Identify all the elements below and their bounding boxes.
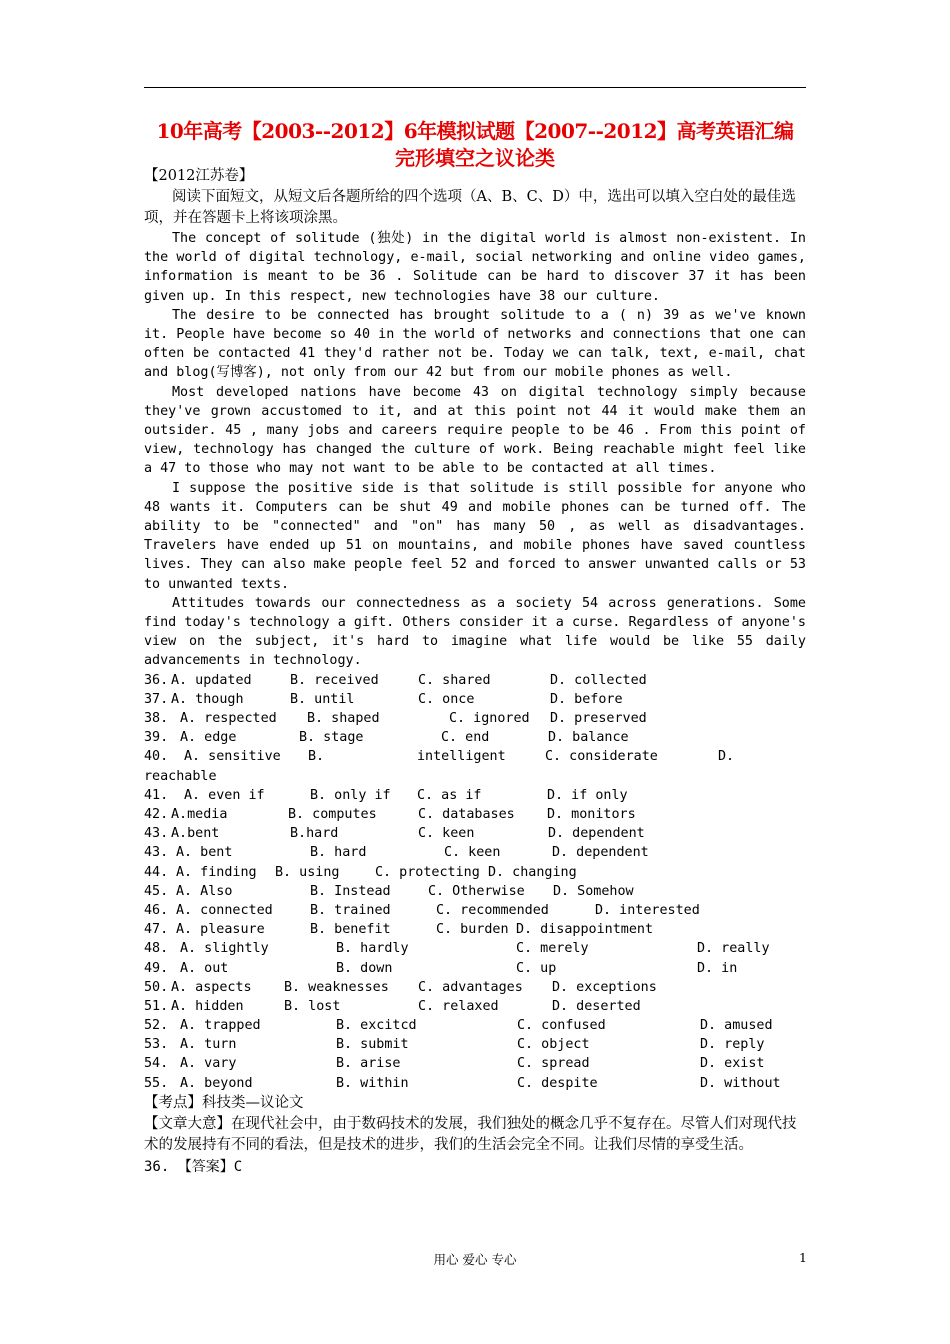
option-c: C. Otherwise	[428, 883, 525, 899]
option-d-text: reachable	[144, 768, 217, 784]
question-number: 41.	[144, 787, 169, 803]
option-row-45	[144, 882, 806, 901]
option-b: B. arise	[336, 1056, 401, 1072]
option-row-42	[144, 805, 806, 824]
option-b: B.	[308, 749, 325, 765]
option-b: B. excitcd	[336, 1018, 417, 1034]
option-a: A. pleasure	[176, 922, 265, 938]
option-d: D. monitors	[547, 807, 636, 822]
question-number: 36.	[144, 672, 169, 688]
document-body	[144, 166, 806, 1178]
option-c: C. keen	[418, 826, 475, 842]
question-number: 53.	[144, 1037, 169, 1053]
option-d: D. changing	[488, 864, 577, 880]
option-a: A. finding	[176, 864, 257, 880]
option-c: C. despite	[517, 1075, 598, 1091]
section-label: 【2012江苏卷】	[144, 168, 254, 184]
option-row-36	[144, 671, 806, 690]
question-number: 49.	[144, 960, 169, 976]
option-d: D. reply	[700, 1037, 765, 1053]
footer-text: 用心 爱心 专心	[433, 1252, 517, 1267]
instructions: 阅读下面短文，从短文后各题所给的四个选项（A、B、C、D）中，选出可以填入空白处的最佳选项，并在答题卡上将该项涂黑。	[144, 189, 796, 226]
option-row-55	[144, 1074, 806, 1093]
option-d: D. exceptions	[552, 979, 657, 995]
option-b: B. received	[290, 672, 379, 688]
option-d: D. disappointment	[516, 922, 654, 938]
option-c: C. relaxed	[418, 998, 499, 1014]
option-d: D. dependent	[548, 826, 645, 842]
question-number: 38.	[144, 711, 169, 727]
question-number: 45.	[144, 883, 169, 899]
question-number: 52.	[144, 1018, 169, 1034]
passage-paragraph-5: Attitudes towards our connectedness as a society 54 across generations. Some find today's technology a gift. Others consider it a curse. Regardless of anyone's view on the subject, it's hard to imagine what life would be like 55 daily advancements in technology.	[144, 595, 806, 669]
document-title-line2: 完形填空之议论类	[395, 146, 555, 170]
option-row-37	[144, 690, 806, 709]
option-a: A.bent	[171, 826, 220, 842]
option-a: A. slightly	[180, 941, 269, 957]
option-b: B. until	[290, 691, 355, 707]
option-a: A. hidden	[171, 998, 244, 1014]
option-a: A. edge	[180, 730, 237, 746]
option-a: A. sensitive	[184, 749, 281, 765]
passage-paragraph-4: I suppose the positive side is that solitude is still possible for anyone who 48 wants it. Computers can be shut 49 and mobile phones can be turned off. The ability to be "connected" and "on" has many 50 , as well as disadvantages. Travelers have ended up 51 on mountains, and mobile phones have saved countless lives. They can also make people feel 52 and forced to answer unwanted calls or 53 to unwanted texts.	[144, 480, 806, 592]
option-d: D. Somehow	[553, 883, 634, 899]
question-number: 55.	[144, 1075, 169, 1091]
option-a: A. though	[171, 691, 244, 707]
option-d: D. preserved	[550, 711, 647, 727]
option-row-40	[144, 747, 806, 785]
passage-paragraph-3: Most developed nations have become 43 on digital technology simply because they've grown accustomed to it, and at this point not 44 it would make them an outsider. 45 , many jobs and careers require people to be 46 . From this point of view, technology has changed the culture of work. Being reachable might feel like a 47 to those who may not want to be able to be contacted at all times.	[144, 384, 806, 477]
option-a: A. turn	[180, 1037, 237, 1053]
option-a: A. trapped	[180, 1018, 261, 1034]
option-a: A. connected	[176, 902, 273, 918]
option-c: C. merely	[516, 941, 589, 957]
option-c: C. recommended	[436, 902, 549, 918]
kaodian-label: 【考点】科技类—议论文	[144, 1094, 304, 1111]
option-row-52	[144, 1016, 806, 1035]
header-rule	[144, 87, 806, 88]
option-d: D. before	[550, 691, 623, 707]
option-b: B. stage	[299, 730, 364, 746]
option-d: D. collected	[550, 672, 647, 688]
option-b: B. Instead	[310, 883, 391, 899]
option-a: A. aspects	[171, 979, 252, 995]
passage-paragraph-2: The desire to be connected has brought solitude to a ( n) 39 as we've known it. People have become so 40 in the world of networks and connections that one can often be contacted 41 they'd rather not be. Today we can talk, text, e-mail, chat and blog(写博客), not only from our 42 but from our mobile phones as well.	[144, 307, 806, 381]
question-number: 40.	[144, 749, 169, 765]
option-d: D. dependent	[552, 845, 649, 861]
question-number: 39.	[144, 730, 169, 746]
option-a: A. beyond	[180, 1075, 253, 1091]
option-d: D. interested	[595, 902, 700, 918]
option-b: B. weaknesses	[284, 979, 389, 995]
option-c: C. once	[418, 691, 475, 707]
option-c: C. spread	[517, 1056, 590, 1072]
question-number: 46.	[144, 902, 169, 918]
option-b: B. hardly	[336, 941, 409, 957]
options-list	[144, 671, 806, 1093]
option-a: A. updated	[171, 672, 252, 688]
document-title-line1: 10年高考【2003--2012】6年模拟试题【2007--2012】高考英语汇编	[156, 119, 794, 143]
page-number: 1	[799, 1250, 807, 1265]
option-c: C. shared	[418, 672, 491, 688]
option-a: A. vary	[180, 1056, 237, 1072]
option-row-43b	[144, 843, 806, 862]
option-c: C. databases	[418, 807, 515, 822]
option-b: B. shaped	[307, 711, 380, 727]
option-b: B. benefit	[310, 922, 391, 938]
question-number: 37.	[144, 691, 169, 707]
option-c: C. up	[516, 960, 557, 976]
option-c: C. protecting	[375, 864, 480, 880]
option-row-39	[144, 728, 806, 747]
question-number: 48.	[144, 941, 169, 957]
option-c: C. burden	[436, 922, 509, 938]
option-row-51	[144, 997, 806, 1016]
option-row-44	[144, 863, 806, 882]
option-b: B. submit	[336, 1037, 409, 1053]
option-d: D. balance	[548, 730, 629, 746]
option-a: A.media	[171, 807, 228, 822]
question-number: 44.	[144, 864, 169, 880]
question-number: 43.	[144, 845, 169, 861]
option-d: D. really	[697, 941, 770, 957]
option-a: A. bent	[176, 845, 233, 861]
question-number: 42.	[144, 807, 169, 822]
option-row-48	[144, 939, 806, 958]
option-row-47	[144, 920, 806, 939]
option-c: C. object	[517, 1037, 590, 1053]
option-d: D. in	[697, 960, 738, 976]
article-summary: 【文章大意】在现代社会中，由于数码技术的发展，我们独处的概念几乎不复存在。尽管人们对现代技术的发展持有不同的看法，但是技术的进步，我们的生活会完全不同。让我们尽情的享受生活。	[144, 1115, 797, 1153]
option-b: B. computes	[288, 807, 377, 822]
passage-paragraph-1: The concept of solitude (独处) in the digital world is almost non-existent. In the world of digital technology, e-mail, social networking and online video games, information is meant to be 36 . Solitude can be hard to discover 37 it has been given up. In this respect, new technologies have 38 our culture.	[144, 231, 806, 304]
option-b: B. hard	[310, 845, 367, 861]
option-a: A. Also	[176, 883, 233, 899]
option-c: C. advantages	[418, 979, 523, 995]
answer-line: 36. 【答案】C	[144, 1158, 243, 1175]
option-b: B. down	[336, 960, 393, 976]
option-c: C. ignored	[449, 711, 530, 727]
option-row-46	[144, 901, 806, 920]
option-b: B.hard	[290, 826, 339, 842]
option-row-49	[144, 959, 806, 978]
question-number: 54.	[144, 1056, 169, 1072]
option-row-43a	[144, 824, 806, 843]
option-c: C. keen	[444, 845, 501, 861]
question-number: 43.	[144, 826, 169, 842]
option-row-38	[144, 709, 806, 728]
option-a: A. even if	[184, 787, 265, 803]
option-b: B. trained	[310, 902, 391, 918]
option-d: D. if only	[547, 787, 628, 803]
option-d: D. exist	[700, 1056, 765, 1072]
option-d: D. amused	[700, 1018, 773, 1034]
option-row-41	[144, 786, 806, 805]
option-c: C. confused	[517, 1018, 606, 1034]
question-number: 50.	[144, 979, 169, 995]
question-number: 47.	[144, 922, 169, 938]
option-d: D. without	[700, 1075, 781, 1091]
option-a: A. respected	[180, 711, 277, 727]
option-b: B. only if	[310, 787, 391, 803]
option-b: B. lost	[284, 998, 341, 1014]
option-row-53	[144, 1035, 806, 1054]
question-number: 51.	[144, 998, 169, 1014]
option-a: A. out	[180, 960, 229, 976]
option-b: B. within	[336, 1075, 409, 1091]
option-c: C. end	[441, 730, 490, 746]
option-d: D.	[718, 749, 735, 765]
option-d: D. deserted	[552, 998, 641, 1014]
option-row-54	[144, 1054, 806, 1073]
option-c: C. as if	[417, 787, 482, 803]
option-b: B. using	[275, 864, 340, 880]
option-row-50	[144, 978, 806, 997]
option-b-text: intelligent	[417, 749, 506, 765]
option-c: C. considerate	[545, 749, 658, 765]
